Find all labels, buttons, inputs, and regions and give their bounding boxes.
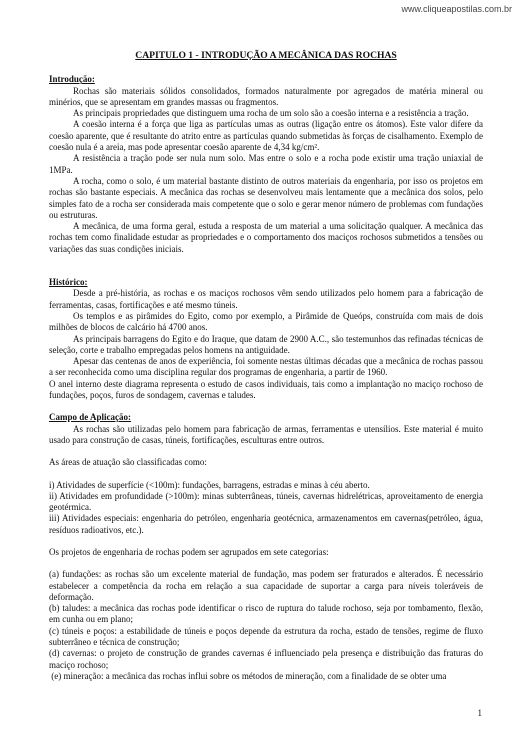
watermark: www.cliqueapostilas.com.br — [401, 4, 512, 14]
page-number: 1 — [477, 708, 482, 718]
campo-paragraph: As rochas são utilizadas pelo homem para fabricação de armas, ferramentas e utensílios. Este material é muito usado para construção de casas, túneis, fortificações, esculturas entre outros. — [49, 423, 483, 445]
intro-paragraph: A rocha, como o solo, é um material bastante distinto de outros materiais da engenharia, por isso os projetos em rochas são bastante especiais. A mecânica das rochas se desenvolveu mais lentamente que a mecânica dos solos, pelo simples fato de a rocha ser considerada mais competente que o solo e gerar menor número de problemas com fundações ou estruturas. — [49, 175, 483, 220]
historico-paragraph: Apesar das centenas de anos de experiência, foi somente nestas últimas décadas que a mecânica de rochas passou a ser reconhecida como uma disciplina regular dos programas de engenharia, a partir de 1960. — [49, 356, 483, 378]
section-heading-historico: Histórico: — [49, 277, 88, 288]
project-item: (b) taludes: a mecânica das rochas pode identificar o risco de ruptura do talude rochoso, seja por tombamento, flexão, em cunha ou em plano; — [49, 603, 483, 625]
intro-paragraph: A coesão interna é a força que liga as partículas umas as outras (ligação entre os átomos). Este valor difere da coesão aparente, que é resultante do atrito entre as partículas quando submetidas às forças de cisalhamento. Exemplo de coesão nula é a areia, mas pode apresentar coesão aparente de 4,34 kg/cm². — [49, 119, 483, 153]
document-page — [49, 46, 483, 682]
intro-paragraph: A resistência a tração pode ser nula num solo. Mas entre o solo e a rocha pode existir uma tração uniaxial de 1MPa. — [49, 153, 483, 175]
section-heading-campo: Campo de Aplicação: — [49, 412, 131, 423]
area-item: i) Atividades de superfície (<100m): fundações, barragens, estradas e minas à céu aberto. — [49, 479, 370, 490]
historico-paragraph: As principais barragens do Egito e do Iraque, que datam de 2900 A.C., são testemunhos das refinadas técnicas de seleção, corte e trabalho empregadas pelos homens na antiguidade. — [49, 333, 483, 355]
areas-intro: As áreas de atuação são classificadas como: — [49, 457, 207, 468]
projects-intro: Os projetos de engenharia de rochas podem ser agrupados em sete categorias: — [49, 546, 329, 557]
project-item: (a) fundações: as rochas são um excelente material de fundação, mas podem ser fraturados e alterados. É necessário estabelecer a competência da rocha em relação a sua capacidade de suportar a carga para níveis toleráveis de deformação. — [49, 569, 483, 602]
historico-note: O anel interno deste diagrama representa o estudo de casos individuais, tais como a implantação no maciço rochoso de fundações, poços, furos de sondagem, cavernas e taludes. — [49, 378, 483, 401]
area-item: iii) Atividades especiais: engenharia do petróleo, engenharia geotécnica, armazenamentos em cavernas(petróleo, água, resíduos radioativos, etc.). — [49, 513, 483, 535]
page-title: CAPITULO 1 - INTRODUÇÃO A MECÂNICA DAS ROCHAS — [135, 50, 397, 61]
area-item: ii) Atividades em profundidade (>100m): minas subterrâneas, túneis, cavernas hidrelétricas, aproveitamento de energia geotérmica. — [49, 490, 483, 513]
project-item: (d) cavernas: o projeto de construção de grandes cavernas é influenciado pela presença e distribuição das fraturas do maciço rochoso; — [49, 648, 483, 670]
historico-paragraph: Os templos e as pirâmides do Egito, como por exemplo, a Pirâmide de Queóps, construída com mais de dois milhões de blocos de calcário há 4700 anos. — [49, 310, 483, 333]
intro-paragraph: A mecânica, de uma forma geral, estuda a resposta de um material a uma solicitação qualquer. A mecânica das rochas tem como finalidade estudar as propriedades e o comportamento dos maciços rochosos submetidos a tensões ou variações das suas condições iniciais. — [49, 221, 483, 254]
section-heading-introducao: Introdução: — [49, 74, 95, 85]
intro-paragraph: As principais propriedades que distinguem uma rocha de um solo são a coesão interna e a resistência a tração. — [73, 108, 469, 119]
project-item: (c) túneis e poços: a estabilidade de túneis e poços depende da estrutura da rocha, estado de tensões, regime de fluxo subterrâneo e técnica de construção; — [49, 625, 483, 648]
project-item: (e) mineração: a mecânica das rochas influi sobre os métodos de mineração, com a finalidade de se obter uma — [49, 670, 447, 681]
historico-paragraph: Desde a pré-história, as rochas e os maciços rochosos vêm sendo utilizados pelo homem para a fabricação de ferramentas, casas, fortificações e até mesmo túneis. — [49, 288, 483, 310]
intro-paragraph: Rochas são materiais sólidos consolidados, formados naturalmente por agregados de matéria mineral ou minérios, que se apresentam em grandes massas ou fragmentos. — [49, 85, 483, 107]
